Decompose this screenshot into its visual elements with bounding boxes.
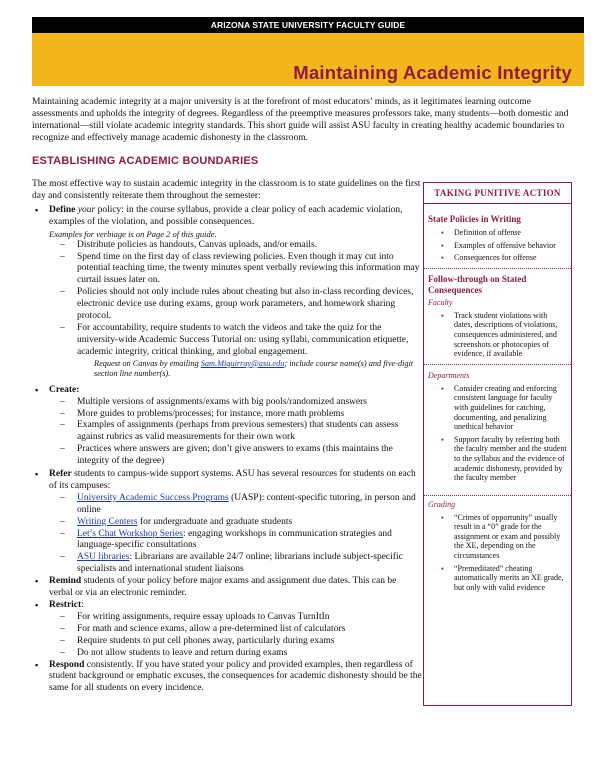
define-subitem: – Spend time on the first day of class reviewing policies. Even though it may cut into potential teaching time, the twenty minutes spent verbally reviewing this information may curtail issues later on.	[32, 252, 422, 288]
intro-paragraph: Maintaining academic integrity at a major university is at the forefront of most educators’ minds, as it legitimates learning outcome assessments and upholds the integrity of degrees. Regardless of the preemptive measures professors take, many students—both domestic and international—still violate academic integrity standards. This short guide will assist ASU faculty in creating healthy academic boundaries to recognize and effectively manage academic dishonesty in the classroom.	[32, 97, 569, 144]
refer-subitem: – ASU libraries: Librarians are available 24/7 online; librarians include subject-specific specialists and international student liaisons	[32, 552, 422, 576]
respond-item: ▪ Respond consistently. If you have stated your policy and provided examples, then regardless of student background or emphatic excuses, the consequences for academic dishonesty should be the same for all students on every incidence.	[32, 660, 422, 696]
uasp-link[interactable]: University Academic Success Programs	[77, 492, 229, 503]
email-link[interactable]: Sam.Miquirray@asu.edu	[200, 358, 285, 368]
sidebar-list-item: ▪ Consider creating and enforcing consistent language for faculty with guidelines for catching, documenting, and penalizing unethical behavior	[428, 384, 567, 432]
create-subitem: – Examples of assignments (perhaps from previous semesters) that students can assess against rubrics as valid measurements for their own work	[32, 420, 422, 444]
restrict-subitem: – Do not allow students to leave and return during exams	[32, 648, 422, 660]
sidebar-list-item: ▪ Support faculty by referring both the faculty member and the student to the syllabus and the evidence of academic dishonesty, provided by the faculty member	[428, 435, 567, 483]
define-subitem: – Distribute policies as handouts, Canvas uploads, and/or emails.	[32, 240, 422, 252]
define-item: ▪ Define your policy: in the course syllabus, provide a clear policy of each academic violation, examples of the violation, and possible consequences.	[32, 205, 422, 229]
restrict-item: ▪ Restrict:	[32, 600, 422, 612]
sidebar-divider	[424, 364, 571, 365]
restrict-subitem: – For writing assignments, require essay uploads to Canvas TurnItIn	[32, 612, 422, 624]
create-subitem: – Multiple versions of assignments/exams with big pools/randomized answers	[32, 397, 422, 409]
lets-chat-link[interactable]: Let’s Chat Workshop Series	[77, 528, 183, 539]
sidebar-subheading: Departments	[428, 370, 470, 380]
sidebar-heading: State Policies in Writing	[428, 214, 521, 224]
sidebar-subheading: Grading	[428, 499, 456, 509]
define-subitem: – For accountability, require students to watch the videos and take the quiz for the university-wide Academic Success Tutorial on: using syllabi, communication etiquette, academic integrity, critical thinking, and global engagement.	[32, 323, 422, 359]
header-banner	[32, 17, 584, 33]
lead-paragraph: The most effective way to sustain academic integrity in the classroom is to state guidelines on the first day and consistently reiterate them throughout the semester:	[32, 179, 421, 201]
refer-subitem: – University Academic Success Programs (UASP): content-specific tutoring, in person and online	[32, 493, 422, 517]
sidebar-divider	[424, 495, 571, 496]
sidebar-list-item: ▪ Definition of offense	[428, 228, 567, 238]
sidebar-heading: Follow-through on Stated Consequences	[428, 273, 527, 295]
sidebar-list-item: ▪ Consequences for offense	[428, 253, 567, 263]
refer-subitem: – Writing Centers for undergraduate and graduate students	[32, 517, 422, 529]
refer-item: ▪ Refer students to campus-wide support systems. ASU has several resources for students on each of its campuses:	[32, 469, 422, 493]
sidebar-list-item: ▪ “Premeditated” cheating automatically merits an XE grade, but only with valid evidence	[428, 564, 567, 593]
main-column	[32, 179, 422, 695]
asu-libraries-link[interactable]: ASU libraries	[77, 552, 130, 563]
section-heading: ESTABLISHING ACADEMIC BOUNDARIES	[32, 155, 259, 167]
create-subitem: – More guides to problems/processes; for instance, more math problems	[32, 409, 422, 421]
remind-item: ▪ Remind students of your policy before major exams and assignment due dates. This can be verbal or via an electronic reminder.	[32, 576, 422, 600]
writing-centers-link[interactable]: Writing Centers	[77, 516, 138, 527]
define-subitem: – Policies should not only include rules about cheating but also in-class recording devices, electronic device use during exams, group work parameters, and homework sharing protocol.	[32, 287, 422, 323]
define-note: Request on Canvas by emailing Sam.Miquirray@asu.edu; include course name(s) and five-digit section line number(s).	[94, 358, 414, 379]
refer-subitem: – Let’s Chat Workshop Series: engaging workshops in communication strategies and language-specific consultations	[32, 529, 422, 553]
sidebar-list-item: ▪ Track student violations with dates, descriptions of violations, consequences administered, and screenshots or photocopies of evidence, if available	[428, 311, 567, 359]
punitive-action-sidebar	[423, 182, 572, 706]
create-item: ▪ Create:	[32, 385, 422, 397]
define-example: Examples for verbiage is on Page 2 of this guide.	[49, 228, 217, 239]
sidebar-subheading: Faculty	[428, 297, 453, 307]
sidebar-list-item: ▪ “Crimes of opportunity” usually result in a “0” grade for the assignment or exam and possibly the XE, depending on the circumstances	[428, 513, 567, 561]
sidebar-title: TAKING PUNITIVE ACTION	[424, 188, 571, 204]
page-title: Maintaining Academic Integrity	[293, 62, 572, 83]
guide-title: ARIZONA STATE UNIVERSITY FACULTY GUIDE	[210, 20, 406, 30]
restrict-subitem: – Require students to put cell phones away, particularly during exams	[32, 636, 422, 648]
restrict-subitem: – For math and science exams, allow a pre-determined list of calculators	[32, 624, 422, 636]
sidebar-list-item: ▪ Examples of offensive behavior	[428, 241, 567, 251]
create-subitem: – Practices where answers are given; don’t give answers to exams (this maintains the integrity of the degree)	[32, 444, 422, 468]
sidebar-divider	[424, 268, 571, 269]
